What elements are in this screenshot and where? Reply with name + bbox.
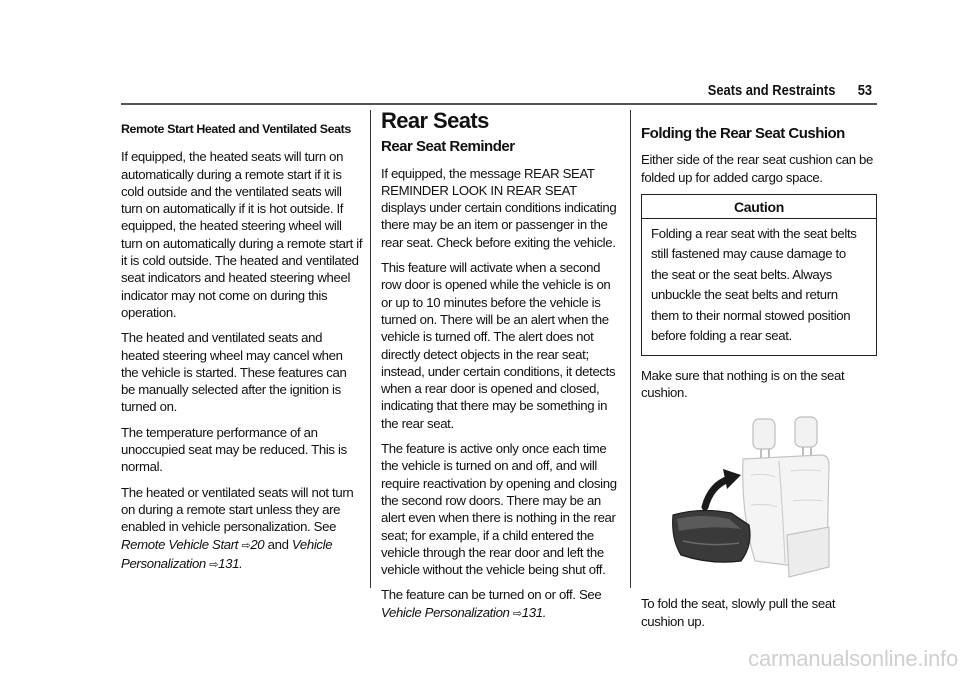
paragraph: This feature will activate when a second row door is opened while the vehicle is on or up to 10 minutes before the vehicle is turned on. There will be an alert when the vehicle is turned off. The alert does not directly detect objects in the rear seat; instead, under certain conditions, it detects when a rear door is opened and closed, indicating that there may be something in the rear seat.	[381, 260, 616, 431]
and-text: and	[267, 536, 289, 552]
folding-cushion-heading: Folding the Rear Seat Cushion	[641, 125, 845, 142]
paragraph: To fold the seat, slowly pull the seat cushion up.	[641, 596, 836, 629]
header-rule	[121, 103, 877, 105]
paragraph-text: The feature can be turned on or off. See	[381, 587, 602, 603]
paragraph: If equipped, the message REAR SEAT REMINDER LOOK IN REAR SEAT displays under certain conditions indicating there may be an item or passenger in the rear seat. Check before exiting the vehicle.	[381, 165, 617, 250]
column-divider	[370, 110, 371, 588]
paragraph	[121, 484, 363, 574]
xref-page: 131.	[521, 604, 547, 620]
paragraph-text: The heated or ventilated seats will not turn on during a remote start unless they are enabled in vehicle personalization. See	[121, 484, 354, 535]
section-title: Rear Seats	[381, 108, 489, 133]
page-ref-icon: ⇨	[512, 607, 522, 620]
paragraph: The heated and ventilated seats and heated steering wheel may cancel when the vehicle is started. These features can be manually selected after the ignition is turned on.	[121, 330, 347, 415]
column-divider	[630, 110, 631, 588]
paragraph: Either side of the rear seat cushion can be folded up for added cargo space.	[641, 152, 873, 185]
caution-title: Caution	[642, 195, 876, 219]
xref-label: Vehicle Personalization	[381, 604, 510, 620]
page-ref-icon: ⇨	[241, 539, 251, 552]
xref-label: Vehicle Personalization	[121, 536, 333, 571]
paragraph	[381, 586, 623, 623]
xref-remote-vehicle-start[interactable]	[121, 537, 264, 552]
right-column	[641, 125, 877, 638]
left-column	[121, 122, 363, 582]
paragraph: The temperature performance of an unoccupied seat may be reduced. This is normal.	[121, 424, 347, 475]
paragraph: If equipped, the heated seats will turn on automatically during a remote start if it is cold outside and the ventilated seats will turn on automatically if it is hot outside. If equipped, the heated steering wheel will turn on automatically during a remote start if it is cold outside. The heated and ventilated seat indicators and heated steering wheel indicator may not come on during this operation.	[121, 149, 363, 320]
xref-page: 20	[250, 536, 265, 552]
running-head	[708, 82, 872, 99]
watermark: carmanualsonline.info	[748, 646, 958, 671]
middle-column	[381, 108, 623, 631]
section-name: Seats and Restraints	[707, 82, 836, 99]
xref-vehicle-personalization[interactable]	[381, 605, 546, 620]
caution-text: Folding a rear seat with the seat belts still fastened may cause damage to the seat or the seat belts. Always unbuckle the seat belts and return them to their normal stowed position before folding a rear seat.	[651, 225, 857, 344]
remote-start-heading: Remote Start Heated and Ventilated Seats	[121, 122, 351, 136]
paragraph: The feature is active only once each time the vehicle is turned on and off, and will require reactivation by opening and closing the second row doors. There may be an alert even when there is nothing in the rear seat; for example, if a child entered the vehicle through the rear door and left the vehicle without the vehicle being shut off.	[381, 441, 617, 578]
rear-seat-reminder-heading: Rear Seat Reminder	[381, 138, 515, 156]
caution-box	[641, 194, 877, 356]
rear-seat-cushion-illustration	[671, 415, 831, 585]
xref-page: 131.	[218, 555, 243, 571]
paragraph: Make sure that nothing is on the seat cushion.	[641, 367, 845, 401]
page-number: 53	[857, 82, 872, 99]
page-ref-icon: ⇨	[209, 558, 219, 571]
xref-label: Remote Vehicle Start	[121, 536, 239, 552]
